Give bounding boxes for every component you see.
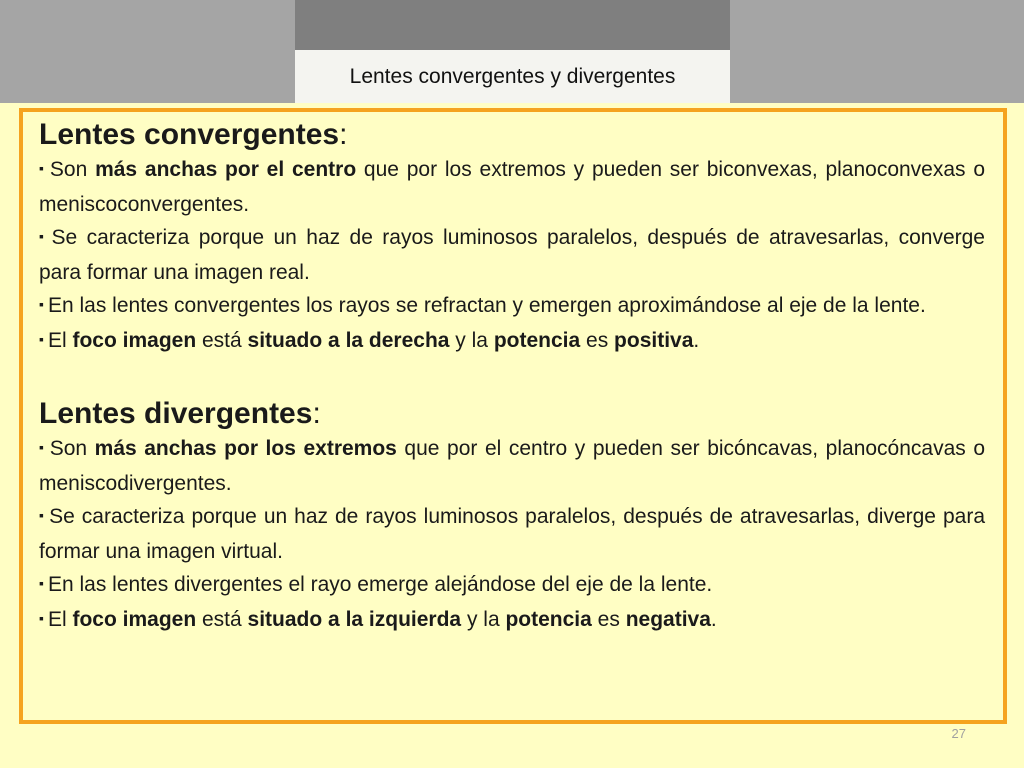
bold-text: positiva (614, 329, 694, 352)
bullet-item (39, 568, 985, 603)
text: Se caracteriza porque un haz de rayos luminosos paralelos, después de atravesarlas, diverge para formar una imagen virtual. (39, 505, 985, 563)
text: Son (49, 158, 96, 181)
page-number: 27 (951, 726, 966, 741)
text: Se caracteriza porque un haz de rayos luminosos paralelos, después de atravesarlas, converge para formar una imagen real. (39, 226, 985, 284)
text: El (47, 608, 73, 631)
bullet-item (39, 432, 985, 500)
square-bullet-icon: ▪ (39, 160, 46, 176)
bullet-item (39, 324, 985, 359)
bullet-item (39, 500, 985, 568)
text: está (196, 329, 248, 352)
square-bullet-icon: ▪ (39, 575, 44, 591)
bullet-list (39, 432, 985, 638)
bold-text: potencia (493, 329, 581, 352)
bold-text: foco imagen (72, 329, 197, 352)
square-bullet-icon: ▪ (39, 331, 44, 347)
bold-text: situado a la derecha (247, 329, 450, 352)
square-bullet-icon: ▪ (39, 228, 48, 244)
bold-text: más anchas por el centro (95, 158, 357, 181)
slide-tab-title: Lentes convergentes y divergentes (295, 50, 730, 103)
bold-text: potencia (505, 608, 592, 631)
section-convergent (39, 118, 985, 359)
bold-text: situado a la izquierda (247, 608, 462, 631)
bullet-item (39, 289, 985, 324)
text: que por los extremos y pueden ser biconvexas, planoconvexas o meniscoconvergentes. (39, 158, 986, 216)
square-bullet-icon: ▪ (39, 296, 44, 312)
text: . (710, 608, 717, 631)
text: En las lentes convergentes los rayos se refractan y emergen aproximándose al eje de la lente. (47, 294, 926, 317)
text: es (591, 608, 626, 631)
text: . (693, 329, 700, 352)
text: que por el centro y pueden ser bicóncavas, planocóncavas o meniscodivergentes. (39, 437, 986, 495)
slide-content (39, 118, 985, 638)
bullet-list (39, 153, 985, 359)
section-divergent (39, 397, 985, 638)
bullet-item (39, 221, 985, 289)
bullet-item (39, 603, 985, 638)
text: es (580, 329, 615, 352)
bullet-item (39, 153, 985, 221)
square-bullet-icon: ▪ (39, 610, 44, 626)
text: y la (461, 608, 506, 631)
text: Son (49, 437, 95, 460)
square-bullet-icon: ▪ (39, 439, 46, 455)
text: está (196, 608, 248, 631)
header-center-block (295, 0, 730, 50)
text: El (47, 329, 73, 352)
square-bullet-icon: ▪ (39, 507, 46, 523)
bold-text: foco imagen (72, 608, 197, 631)
section-title: Lentes divergentes: (39, 397, 321, 430)
text: y la (449, 329, 494, 352)
section-title: Lentes convergentes: (39, 118, 348, 151)
text: En las lentes divergentes el rayo emerge alejándose del eje de la lente. (47, 573, 713, 596)
bold-text: más anchas por los extremos (94, 437, 397, 460)
bold-text: negativa (625, 608, 711, 631)
